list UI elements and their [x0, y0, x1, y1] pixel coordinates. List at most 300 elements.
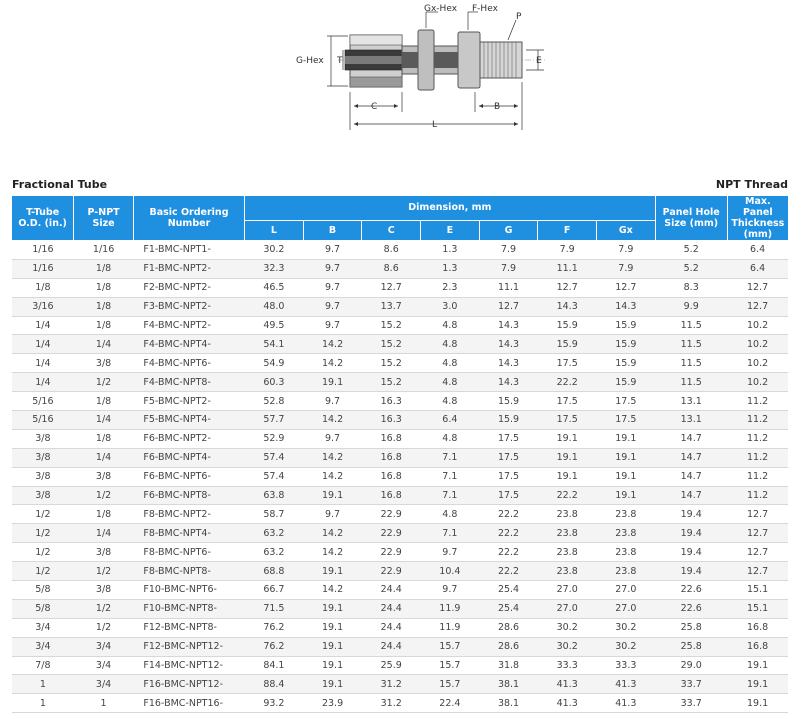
table-cell: 12.7 — [727, 524, 788, 543]
table-cell: F4-BMC-NPT6- — [133, 354, 244, 373]
table-cell: 1/4 — [12, 316, 74, 335]
table-cell: F4-BMC-NPT4- — [133, 335, 244, 354]
table-cell: 1/8 — [74, 316, 134, 335]
table-cell: 15.9 — [479, 392, 538, 411]
table-cell: 29.0 — [655, 656, 727, 675]
table-cell: 3/8 — [12, 448, 74, 467]
table-cell: 63.8 — [245, 486, 304, 505]
table-cell: 15.2 — [362, 354, 421, 373]
table-cell: 27.0 — [538, 599, 597, 618]
table-cell: 1.3 — [421, 259, 480, 278]
table-cell: F3-BMC-NPT2- — [133, 297, 244, 316]
table-row — [12, 467, 788, 486]
table-cell: 16.8 — [362, 448, 421, 467]
table-cell: F10-BMC-NPT8- — [133, 599, 244, 618]
table-cell: 17.5 — [479, 448, 538, 467]
table-cell: 17.5 — [538, 354, 597, 373]
table-cell: F8-BMC-NPT2- — [133, 505, 244, 524]
table-cell: 10.2 — [727, 335, 788, 354]
dimension-table — [12, 196, 788, 713]
label-e: E — [536, 56, 542, 66]
table-cell: 19.1 — [303, 618, 362, 637]
table-cell: 66.7 — [245, 581, 304, 600]
table-row — [12, 241, 788, 260]
table-cell: 3/8 — [12, 429, 74, 448]
table-cell: 1/2 — [74, 373, 134, 392]
table-cell: 25.8 — [655, 618, 727, 637]
table-cell: 4.8 — [421, 392, 480, 411]
table-cell: F8-BMC-NPT8- — [133, 562, 244, 581]
table-cell: 14.3 — [479, 316, 538, 335]
table-row — [12, 656, 788, 675]
table-cell: 7.1 — [421, 524, 480, 543]
table-cell: 3/4 — [12, 618, 74, 637]
table-cell: 25.8 — [655, 637, 727, 656]
label-p: P — [516, 12, 522, 22]
table-cell: 33.7 — [655, 694, 727, 713]
table-cell: 19.1 — [597, 429, 656, 448]
table-cell: 1/8 — [74, 297, 134, 316]
table-cell: 14.3 — [597, 297, 656, 316]
table-cell: 3/8 — [12, 467, 74, 486]
table-cell: F6-BMC-NPT4- — [133, 448, 244, 467]
table-cell: 24.4 — [362, 618, 421, 637]
table-cell: 5/8 — [12, 599, 74, 618]
table-cell: 14.3 — [538, 297, 597, 316]
table-cell: 38.1 — [479, 694, 538, 713]
table-cell: F1-BMC-NPT2- — [133, 259, 244, 278]
label-l: L — [432, 120, 438, 130]
table-cell: 22.4 — [421, 694, 480, 713]
table-cell: F4-BMC-NPT2- — [133, 316, 244, 335]
table-cell: 3/8 — [74, 354, 134, 373]
table-cell: F8-BMC-NPT4- — [133, 524, 244, 543]
table-cell: 4.8 — [421, 373, 480, 392]
header-dimension: Dimension, mm — [245, 196, 656, 220]
table-row — [12, 524, 788, 543]
table-cell: F16-BMC-NPT12- — [133, 675, 244, 694]
table-cell: 88.4 — [245, 675, 304, 694]
table-cell: F5-BMC-NPT2- — [133, 392, 244, 411]
table-cell: 8.3 — [655, 278, 727, 297]
header-panel-hole: Panel Hole Size (mm) — [655, 196, 727, 241]
table-cell: 1/8 — [74, 392, 134, 411]
table-cell: 23.8 — [597, 562, 656, 581]
table-cell: 14.2 — [303, 524, 362, 543]
table-cell: 15.9 — [479, 411, 538, 430]
table-cell: 19.1 — [303, 637, 362, 656]
table-cell: 19.1 — [538, 429, 597, 448]
table-cell: 25.4 — [479, 581, 538, 600]
table-cell: 9.7 — [303, 505, 362, 524]
table-cell: 1/4 — [74, 524, 134, 543]
table-cell: 11.1 — [479, 278, 538, 297]
table-cell: 7.9 — [538, 241, 597, 260]
table-cell: 3/4 — [74, 637, 134, 656]
table-cell: 27.0 — [597, 581, 656, 600]
table-cell: 15.9 — [538, 335, 597, 354]
table-cell: 6.4 — [727, 241, 788, 260]
table-cell: 1/4 — [12, 373, 74, 392]
table-cell: 15.9 — [597, 354, 656, 373]
table-cell: 93.2 — [245, 694, 304, 713]
table-cell: 1/2 — [12, 524, 74, 543]
table-cell: 3/4 — [74, 656, 134, 675]
table-cell: F6-BMC-NPT8- — [133, 486, 244, 505]
table-cell: 22.9 — [362, 505, 421, 524]
table-cell: 19.1 — [727, 675, 788, 694]
table-cell: 15.1 — [727, 599, 788, 618]
table-cell: 16.8 — [727, 637, 788, 656]
table-cell: 3.0 — [421, 297, 480, 316]
table-cell: 19.1 — [303, 486, 362, 505]
table-cell: 7/8 — [12, 656, 74, 675]
table-row — [12, 354, 788, 373]
table-cell: 12.7 — [727, 562, 788, 581]
table-cell: F6-BMC-NPT2- — [133, 429, 244, 448]
table-cell: 28.6 — [479, 637, 538, 656]
table-cell: 14.2 — [303, 354, 362, 373]
table-cell: 57.4 — [245, 448, 304, 467]
table-cell: 22.6 — [655, 581, 727, 600]
table-cell: 1 — [74, 694, 134, 713]
table-cell: 68.8 — [245, 562, 304, 581]
table-cell: 54.9 — [245, 354, 304, 373]
table-cell: 30.2 — [597, 637, 656, 656]
table-cell: 33.3 — [597, 656, 656, 675]
table-caption-right: NPT Thread — [715, 178, 788, 191]
table-cell: 9.7 — [303, 241, 362, 260]
table-cell: 31.2 — [362, 694, 421, 713]
table-cell: 5.2 — [655, 259, 727, 278]
table-cell: 52.9 — [245, 429, 304, 448]
table-cell: 14.3 — [479, 373, 538, 392]
table-cell: 14.3 — [479, 335, 538, 354]
table-cell: 3/8 — [74, 581, 134, 600]
table-cell: 14.2 — [303, 467, 362, 486]
table-cell: 31.2 — [362, 675, 421, 694]
table-cell: 11.5 — [655, 354, 727, 373]
table-cell: 14.7 — [655, 429, 727, 448]
table-cell: 1/4 — [12, 354, 74, 373]
header-p-npt: P-NPT Size — [74, 196, 134, 241]
table-cell: 19.4 — [655, 524, 727, 543]
table-cell: 11.2 — [727, 486, 788, 505]
table-cell: 24.4 — [362, 637, 421, 656]
table-cell: 23.9 — [303, 694, 362, 713]
table-cell: 23.8 — [597, 505, 656, 524]
fitting-dimension-diagram — [0, 0, 800, 175]
table-cell: 22.2 — [479, 543, 538, 562]
tube-bore — [345, 56, 405, 64]
nut-top-face — [350, 35, 402, 45]
table-cell: 25.9 — [362, 656, 421, 675]
table-cell: 1/8 — [74, 278, 134, 297]
table-cell: 41.3 — [597, 675, 656, 694]
table-cell: 48.0 — [245, 297, 304, 316]
table-cell: 15.9 — [597, 373, 656, 392]
table-cell: 52.8 — [245, 392, 304, 411]
table-cell: 14.7 — [655, 486, 727, 505]
table-cell: 19.1 — [597, 448, 656, 467]
table-cell: 1/16 — [12, 259, 74, 278]
table-cell: 76.2 — [245, 618, 304, 637]
table-cell: 10.4 — [421, 562, 480, 581]
table-cell: 15.1 — [727, 581, 788, 600]
table-cell: 46.5 — [245, 278, 304, 297]
table-cell: 7.9 — [479, 241, 538, 260]
table-cell: 15.7 — [421, 656, 480, 675]
table-cell: 19.1 — [303, 656, 362, 675]
table-cell: 33.3 — [538, 656, 597, 675]
table-cell: 11.5 — [655, 373, 727, 392]
table-cell: 19.1 — [303, 373, 362, 392]
table-cell: 1/8 — [74, 429, 134, 448]
table-cell: 19.1 — [538, 467, 597, 486]
table-cell: 4.8 — [421, 354, 480, 373]
table-cell: 9.7 — [303, 278, 362, 297]
table-cell: 30.2 — [538, 637, 597, 656]
table-cell: 3/8 — [74, 543, 134, 562]
table-cell: 11.2 — [727, 411, 788, 430]
table-cell: 12.7 — [362, 278, 421, 297]
table-cell: 1/16 — [12, 241, 74, 260]
table-cell: 19.1 — [597, 467, 656, 486]
table-cell: 38.1 — [479, 675, 538, 694]
table-cell: F5-BMC-NPT4- — [133, 411, 244, 430]
table-cell: 19.1 — [303, 675, 362, 694]
table-cell: 15.2 — [362, 335, 421, 354]
table-row — [12, 316, 788, 335]
table-cell: 76.2 — [245, 637, 304, 656]
label-f-hex: F-Hex — [472, 4, 498, 14]
table-cell: 1/2 — [12, 543, 74, 562]
table-cell: 15.9 — [597, 335, 656, 354]
table-cell: 7.1 — [421, 448, 480, 467]
table-cell: 12.7 — [597, 278, 656, 297]
table-cell: 11.2 — [727, 467, 788, 486]
table-cell: 27.0 — [597, 599, 656, 618]
table-cell: 11.2 — [727, 392, 788, 411]
header-t-tube: T-Tube O.D. (in.) — [12, 196, 74, 241]
table-cell: 22.2 — [479, 505, 538, 524]
table-cell: 19.4 — [655, 543, 727, 562]
table-cell: F4-BMC-NPT8- — [133, 373, 244, 392]
table-row — [12, 581, 788, 600]
table-cell: 19.1 — [727, 656, 788, 675]
table-cell: 23.8 — [538, 505, 597, 524]
table-cell: 7.1 — [421, 486, 480, 505]
table-row — [12, 486, 788, 505]
table-cell: F12-BMC-NPT8- — [133, 618, 244, 637]
table-cell: 19.1 — [303, 599, 362, 618]
header-f: F — [538, 220, 597, 240]
table-cell: 17.5 — [597, 392, 656, 411]
table-cell: 19.1 — [727, 694, 788, 713]
table-cell: 12.7 — [727, 297, 788, 316]
table-cell: 84.1 — [245, 656, 304, 675]
table-cell: 1/4 — [74, 411, 134, 430]
header-e: E — [421, 220, 480, 240]
nut-bottom-face — [350, 77, 402, 87]
table-row — [12, 618, 788, 637]
table-cell: 14.2 — [303, 543, 362, 562]
table-cell: 19.4 — [655, 562, 727, 581]
table-cell: 1 — [12, 694, 74, 713]
table-cell: 9.7 — [303, 316, 362, 335]
table-cell: 9.7 — [303, 259, 362, 278]
table-cell: 4.8 — [421, 429, 480, 448]
table-cell: 16.3 — [362, 392, 421, 411]
table-cell: 11.2 — [727, 429, 788, 448]
header-b: B — [303, 220, 362, 240]
header-ordering-number: Basic Ordering Number — [133, 196, 244, 241]
table-cell: 1/4 — [74, 448, 134, 467]
table-row — [12, 297, 788, 316]
table-cell: 12.7 — [727, 543, 788, 562]
table-cell: 17.5 — [479, 429, 538, 448]
table-row — [12, 694, 788, 713]
table-row — [12, 278, 788, 297]
table-cell: 25.4 — [479, 599, 538, 618]
table-cell: 10.2 — [727, 354, 788, 373]
table-cell: 12.7 — [479, 297, 538, 316]
table-cell: F14-BMC-NPT12- — [133, 656, 244, 675]
header-l: L — [245, 220, 304, 240]
table-cell: 1/8 — [74, 259, 134, 278]
table-cell: 22.2 — [538, 486, 597, 505]
table-cell: 63.2 — [245, 543, 304, 562]
table-row — [12, 448, 788, 467]
table-cell: 15.9 — [597, 316, 656, 335]
table-cell: 17.5 — [479, 467, 538, 486]
table-row — [12, 392, 788, 411]
table-cell: 19.1 — [538, 448, 597, 467]
table-row — [12, 411, 788, 430]
table-cell: 11.5 — [655, 335, 727, 354]
table-cell: 32.3 — [245, 259, 304, 278]
table-cell: 1/16 — [74, 241, 134, 260]
table-cell: 22.6 — [655, 599, 727, 618]
table-cell: 1/8 — [12, 278, 74, 297]
table-cell: 13.7 — [362, 297, 421, 316]
table-cell: 17.5 — [597, 411, 656, 430]
table-cell: 17.5 — [538, 411, 597, 430]
table-cell: 2.3 — [421, 278, 480, 297]
table-row — [12, 505, 788, 524]
table-row — [12, 675, 788, 694]
label-b: B — [494, 102, 501, 112]
table-cell: 9.9 — [655, 297, 727, 316]
table-cell: 12.7 — [538, 278, 597, 297]
table-cell: 22.9 — [362, 543, 421, 562]
table-cell: 1/2 — [74, 562, 134, 581]
table-cell: 16.3 — [362, 411, 421, 430]
table-cell: 1/4 — [12, 335, 74, 354]
table-cell: 3/4 — [12, 637, 74, 656]
table-cell: 14.2 — [303, 581, 362, 600]
table-cell: 30.2 — [597, 618, 656, 637]
body-f-hex — [458, 32, 480, 88]
panel-nut-gx-hex — [418, 30, 434, 90]
table-cell: 1/2 — [74, 599, 134, 618]
header-c: C — [362, 220, 421, 240]
table-cell: 54.1 — [245, 335, 304, 354]
table-cell: 23.8 — [538, 524, 597, 543]
table-cell: 5/16 — [12, 392, 74, 411]
table-cell: 4.8 — [421, 505, 480, 524]
table-cell: 23.8 — [538, 562, 597, 581]
table-cell: 7.9 — [597, 241, 656, 260]
label-g-hex: G-Hex — [296, 56, 324, 66]
table-cell: 13.1 — [655, 392, 727, 411]
table-cell: 3/16 — [12, 297, 74, 316]
table-cell: 11.2 — [727, 448, 788, 467]
table-cell: 17.5 — [479, 486, 538, 505]
table-cell: F12-BMC-NPT12- — [133, 637, 244, 656]
table-cell: 9.7 — [421, 543, 480, 562]
table-cell: 27.0 — [538, 581, 597, 600]
table-cell: 71.5 — [245, 599, 304, 618]
table-cell: 1 — [12, 675, 74, 694]
table-row — [12, 543, 788, 562]
table-cell: 4.8 — [421, 316, 480, 335]
table-cell: 33.7 — [655, 675, 727, 694]
table-cell: 7.1 — [421, 467, 480, 486]
table-cell: 15.7 — [421, 637, 480, 656]
table-cell: 12.7 — [727, 278, 788, 297]
table-cell: 41.3 — [538, 694, 597, 713]
table-cell: F8-BMC-NPT6- — [133, 543, 244, 562]
table-cell: 23.8 — [597, 543, 656, 562]
table-cell: 9.7 — [303, 392, 362, 411]
table-row — [12, 562, 788, 581]
table-cell: 30.2 — [538, 618, 597, 637]
table-cell: 1/2 — [12, 505, 74, 524]
table-cell: 14.2 — [303, 335, 362, 354]
table-cell: 22.9 — [362, 562, 421, 581]
table-cell: 7.9 — [597, 259, 656, 278]
table-row — [12, 335, 788, 354]
table-cell: 1/2 — [12, 562, 74, 581]
table-row — [12, 637, 788, 656]
table-cell: 28.6 — [479, 618, 538, 637]
table-cell: 57.7 — [245, 411, 304, 430]
table-caption-left: Fractional Tube — [12, 178, 108, 191]
table-cell: 22.2 — [479, 524, 538, 543]
table-cell: 1/8 — [74, 505, 134, 524]
table-cell: 3/8 — [12, 486, 74, 505]
table-cell: 58.7 — [245, 505, 304, 524]
table-cell: 60.3 — [245, 373, 304, 392]
table-cell: 14.7 — [655, 448, 727, 467]
table-cell: 1/2 — [74, 618, 134, 637]
table-cell: 16.8 — [362, 486, 421, 505]
table-cell: 3/4 — [74, 675, 134, 694]
table-cell: 63.2 — [245, 524, 304, 543]
table-cell: 19.1 — [303, 562, 362, 581]
table-cell: 14.3 — [479, 354, 538, 373]
table-cell: 7.9 — [479, 259, 538, 278]
table-cell: 16.8 — [362, 467, 421, 486]
table-cell: 9.7 — [303, 297, 362, 316]
table-cell: 24.4 — [362, 599, 421, 618]
table-cell: 8.6 — [362, 259, 421, 278]
table-cell: F1-BMC-NPT1- — [133, 241, 244, 260]
table-cell: 23.8 — [597, 524, 656, 543]
table-cell: F2-BMC-NPT2- — [133, 278, 244, 297]
table-cell: 22.9 — [362, 524, 421, 543]
